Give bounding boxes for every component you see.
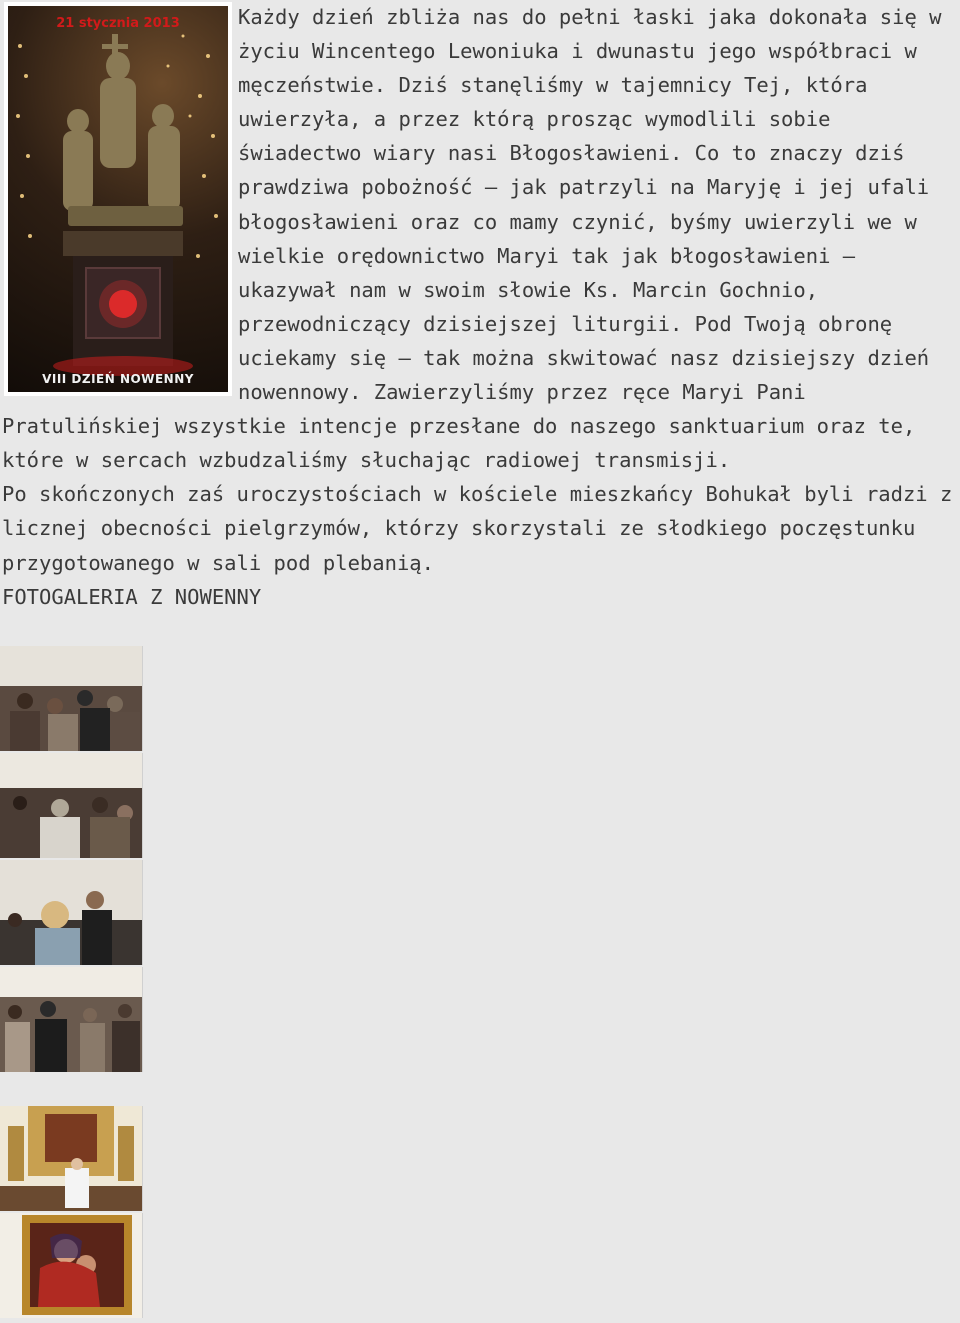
gallery-photo-1[interactable] xyxy=(0,646,143,751)
gallery-photo-4[interactable] xyxy=(0,967,143,1072)
gallery-photo-2[interactable] xyxy=(0,753,143,858)
photo-caption-stamp: VIII DZIEŃ NOWENNY xyxy=(42,372,194,386)
gallery-title[interactable]: FOTOGALERIA Z NOWENNY xyxy=(2,584,262,609)
paragraph-2: Po skończonych zaś uroczystościach w kościele mieszkańcy Bohukał byli radzi z licznej obecności pielgrzymów, którzy skorzystali ze słodkiego poczęstunku przygotowanego w sali pod plebanią. xyxy=(2,482,953,575)
date-stamp: 21 stycznia 2013 xyxy=(56,16,180,31)
statue-photo xyxy=(8,6,228,392)
paragraph-1: Każdy dzień zbliża nas do pełni łaski jaka dokonała się w życiu Wincentego Lewoniuka i dwunastu jego współbraci w męczeństwie. Dziś stanęliśmy w tajemnicy Tej, która uwierzyła, a przez którą prosząc wymodlili sobie świadectwo wiary nasi Błogosławieni. Co to znaczy dziś prawdziwa pobożność – jak patrzyli na Maryję i jej ufali błogosławieni oraz co mamy czynić, byśmy uwierzyli we w wielkie orędownictwo Maryi tak jak błogosławieni – ukazywał nam w swoim słowie Ks. Marcin Gochnio, przewodniczący dzisiejszej liturgii. Pod Twoją obronę uciekamy się – tak można skwitować nasz dzisiejszy dzień nowennowy. Zawierzyliśmy przez ręce Maryi Pani Pratulińskiej wszystkie intencje przesłane do naszego sanktuarium oraz te, które w sercach wzbudzaliśmy słuchając radiowej transmisji. xyxy=(2,5,942,473)
statue-illustration xyxy=(8,6,228,392)
gallery-photo-5[interactable] xyxy=(0,1106,143,1211)
gallery-photo-3[interactable] xyxy=(0,860,143,965)
gallery-photo-6[interactable] xyxy=(0,1213,143,1318)
lead-photo[interactable] xyxy=(4,2,232,396)
article xyxy=(0,0,960,614)
